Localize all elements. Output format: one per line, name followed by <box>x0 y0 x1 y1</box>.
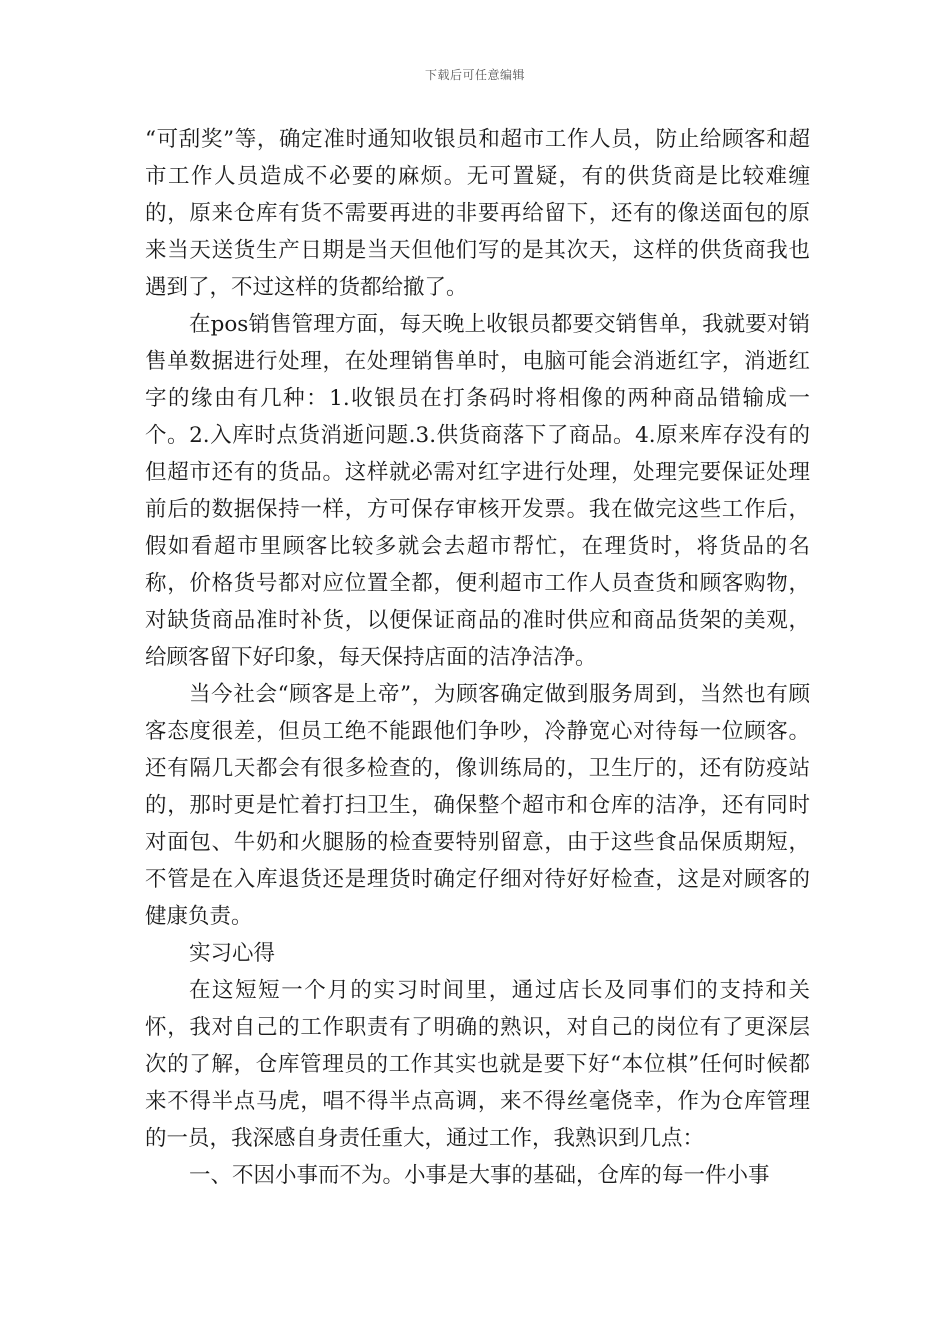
document-body <box>145 121 810 1194</box>
paragraph-2: 在pos销售管理方面，每天晚上收银员都要交销售单，我就要对销售单数据进行处理，在处理销售单时，电脑可能会消逝红字，消逝红字的缘由有几种：1.收银员在打条码时将相像的两种商品错输成一个。2.入库时点货消逝问题.3.供货商落下了商品。4.原来库存没有的但超市还有的货品。这样就必需对红字进行处理，处理完要保证处理前后的数据保持一样，方可保存审核开发票。我在做完这些工作后，假如看超市里顾客比较多就会去超市帮忙，在理货时，将货品的名称，价格货号都对应位置全都，便利超市工作人员查货和顾客购物，对缺货商品准时补货，以便保证商品的准时供应和商品货架的美观，给顾客留下好印象，每天保持店面的洁净洁净。 <box>145 312 810 670</box>
paragraph-5: 一、不因小事而不为。小事是大事的基础，仓库的每一件小事 <box>189 1163 770 1188</box>
paragraph-4: 在这短短一个月的实习时间里，通过店长及同事们的支持和关怀，我对自己的工作职责有了明确的熟识，对自己的岗位有了更深层次的了解，仓库管理员的工作其实也就是要下好“本位棋”任何时候都来不得半点马虎，唱不得半点高调，来不得丝毫侥幸，作为仓库管理的一员，我深感自身责任重大，通过工作，我熟识到几点： <box>145 978 810 1151</box>
paragraph-1: “可刮奖”等，确定准时通知收银员和超市工作人员，防止给顾客和超市工作人员造成不必要的麻烦。无可置疑，有的供货商是比较难缠的，原来仓库有货不需要再进的非要再给留下，还有的像送面包的原来当天送货生产日期是当天但他们写的是其次天，这样的供货商我也遇到了，不过这样的货都给撤了。 <box>145 127 810 300</box>
paragraph-3: 当今社会“顾客是上帝”，为顾客确定做到服务周到，当然也有顾客态度很差，但员工绝不能跟他们争吵，冷静宽心对待每一位顾客。还有隔几天都会有很多检查的，像训练局的，卫生厅的，还有防疫站的，那时更是忙着打扫卫生，确保整个超市和仓库的洁净，还有同时对面包、牛奶和火腿肠的检查要特别留意，由于这些食品保质期短，不管是在入库退货还是理货时确定仔细对待好好检查，这是对顾客的健康负责。 <box>145 682 810 929</box>
section-heading: 实习心得 <box>189 941 276 966</box>
page-header: 下载后可任意编辑 <box>424 68 525 82</box>
